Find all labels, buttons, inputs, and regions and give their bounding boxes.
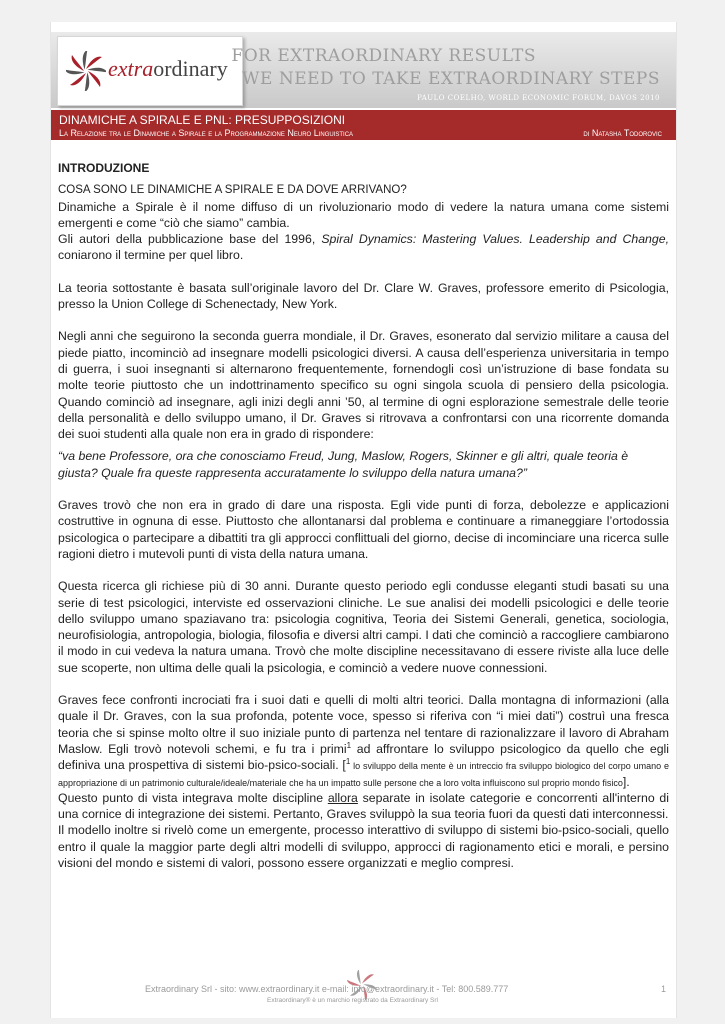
footnote-text: lo sviluppo della mente è un intreccio fra sviluppo biologico del corpo umano e appropriazione di un patrimonio culturale/ideale/materiale che ha un impatto sulle persone che a loro volta influiscono sul proprio mondo fisico: [58, 761, 669, 788]
underlined-word: allora: [327, 790, 358, 805]
book-title: Spiral Dynamics: Mastering Values. Leadership and Change,: [321, 232, 669, 247]
logo-pinwheel-icon: [66, 51, 106, 91]
logo-text-ordinary: ordinary: [153, 56, 228, 81]
footer-trademark: Extraordinary® è un marchio registrato da Extraordinary Srl: [267, 997, 438, 1004]
paragraph-4: Negli anni che seguirono la seconda guerra mondiale, il Dr. Graves, esonerato dal servizio militare a causa del piede piatto, incominciò ad insegnare modelli psicologici diversi. A causa dell’esperienza universitaria in tempo di guerra, i suoi insegnanti si alternarono frequentemente, fornendogli così un’istruzione di base fondata su molte teorie piuttosto che un indottrinamento specifico su ogni singola scuola di pensiero della psicologia. Quando cominciò ad insegnare, agli inizi degli anni ’50, al termine di ogni esplorazione semestrale delle teorie della personalità e dello sviluppo umano, il Dr. Graves si ritrovava a confrontarsi con una ricorrente domanda dei suoi studenti alla quale non era in grado di rispondere:: [58, 329, 669, 442]
footnote-marker: 1: [345, 757, 351, 767]
paragraph-7: Graves fece confronti incrociati fra i suoi dati e quelli di molti altri teorici. Dalla montagna di informazioni (alla quale il Dr. Graves, con la sua profonda, potente voce, spesso si riferiva con “i miei dati”) costruì una fresca teoria che si spinse molto oltre il suo iniziale punto di partenza nel tentare di razionalizzare il lavoro di Abraham Maslow. Egli trovò notevoli schemi, e fu tra i primi$^1$ ad affrontare lo sviluppo psicologico da quello che egli definiva una prospettiva di sistemi bio-psico-sociali. [$^1$ lo sviluppo della mente è un intreccio fra sviluppo biologico del corpo umano e appropriazione di un patrimonio culturale/ideale/materiale che ha un impatto sulle persone che a loro volta influiscono sul proprio mondo fisico].: [58, 693, 669, 789]
paragraph-1: Dinamiche a Spirale è il nome diffuso di un rivoluzionario modo di vedere la natura umana come sistemi emergenti e come “ciò che siamo” cambia.: [58, 199, 669, 230]
footer: [51, 966, 676, 1006]
paragraph-8: Questo punto di vista integrava molte discipline allora separate in isolate categorie e concorrenti all'interno di una cornice di integrazione dei sistemi. Pertanto, Graves sviluppò la sua teoria fuori da questi dati interconnessi.: [58, 790, 669, 822]
paragraph-6: Questa ricerca gli richiese più di 30 anni. Durante questo periodo egli condusse eleganti studi basati su una serie di test psicologici, interviste ed osservazioni cliniche. Le sue analisi dei modelli psicologici e delle teorie dello sviluppo umano spaziavano tra: psicologia cognitiva, Teoria dei Sistemi Generali, genetica, sociologia, neurofisiologia, antropologia, biologia, filosofia e diversi altri campi. I dati che cominciò a raccogliere cambiarono il modo in cui vedeva la natura umana. Trovò che molte discipline necessitavano di essere riviste alla luce delle sue scoperte, non ultima delle quali la psicologia, e cominciò a vedere nuove connessioni.: [58, 579, 669, 675]
logo-text: [108, 56, 228, 82]
paragraph-5: Graves trovò che non era in grado di dare una risposta. Egli vide punti di forza, debolezze e applicazioni costruttive in ognuna di esse. Piuttosto che allontanarsi dal problema e continuare a rimaneggiare l’ortodossia psicologica o partecipare a dibattiti tra gli approcci conflittuali del giorno, decise di incominciare una ricerca sulle ragioni dietro i mutevoli punti di vista della natura umana.: [58, 498, 669, 561]
document-author: di Natasha Todorovic: [583, 128, 662, 138]
paragraph-3: La teoria sottostante è basata sull’originale lavoro del Dr. Clare W. Graves, professore emerito di Psicologia, presso la Union College di Schenectady, New York.: [58, 280, 669, 312]
section-question: COSA SONO LE DINAMICHE A SPIRALE E DA DOVE ARRIVANO?: [58, 184, 407, 197]
document-title: DINAMICHE A SPIRALE E PNL: PRESUPPOSIZIONI: [59, 113, 346, 127]
slogan-author: PAULO COELHO, WORLD ECONOMIC FORUM, DAVOS 2010: [417, 94, 660, 102]
paragraph-9: Il modello inoltre si rivelò come un emergente, processo interattivo di sviluppo di sistemi bio-psico-sociali, quello entro il quale la maggior parte degli altri modelli di sviluppo, approcci di ragionamento etici e morali, e persino visioni del mondo e sistemi di valori, possono essere organizzati e meglio compresi.: [58, 823, 669, 870]
document-title-bar: [51, 110, 676, 140]
page-number: 1: [661, 984, 667, 994]
slogan-line-1: FOR EXTRAORDINARY RESULTS: [231, 46, 536, 66]
header-banner: [51, 32, 676, 108]
section-heading: INTRODUZIONE: [58, 161, 150, 175]
logo: [57, 36, 243, 106]
document-subtitle: La Relazione tra le Dinamiche a Spirale e la Programmazione Neuro Linguistica: [59, 128, 354, 138]
footer-contact: Extraordinary Srl - sito: www.extraordinary.it e-mail: info@extraordinary.it - Tel: 800.589.777: [145, 984, 509, 994]
footnote-ref: 1: [346, 740, 352, 750]
logo-text-extra: extra: [108, 56, 154, 81]
document-page: [50, 22, 677, 1018]
block-quote: “va bene Professore, ora che conosciamo Freud, Jung, Maslow, Rogers, Skinner e gli altri, quale teoria è giusta? Quale fra queste rappresenta accuratamente lo sviluppo della natura umana?”: [58, 449, 629, 480]
paragraph-2: Gli autori della pubblicazione base del 1996, Spiral Dynamics: Mastering Values. Leadership and Change, coniarono il termine per quel libro.: [58, 232, 669, 263]
slogan-line-2: WE NEED TO TAKE EXTRAORDINARY STEPS: [242, 69, 660, 89]
document-body: [58, 160, 669, 871]
